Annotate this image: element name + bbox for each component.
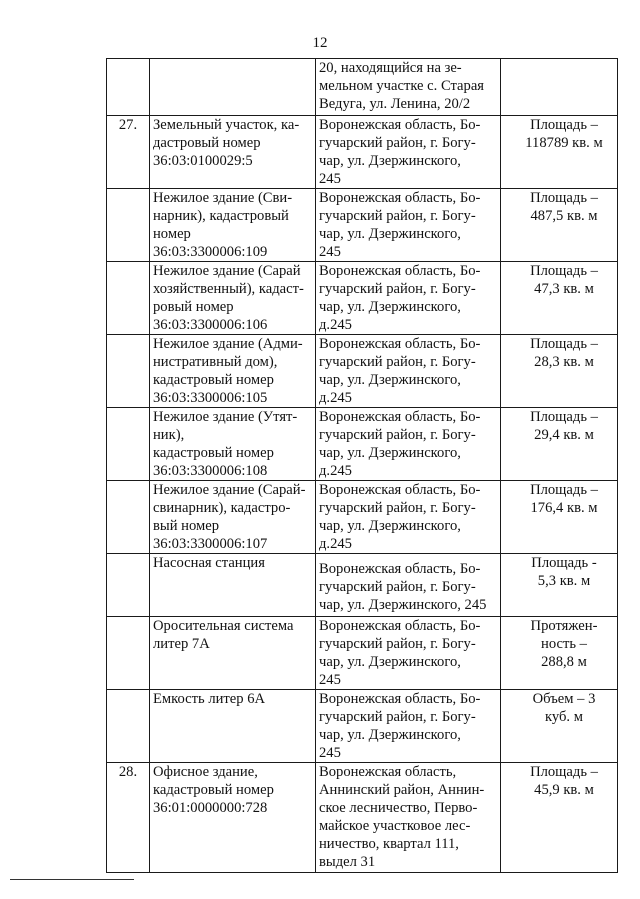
row-number	[107, 59, 150, 116]
property-area: Площадь – 45,9 кв. м	[501, 763, 618, 873]
property-name: Нежилое здание (Сарай- свинарник), кадастро- вый номер 36:03:3300006:107	[150, 481, 316, 554]
property-address: Воронежская область, Бо- гучарский район, г. Богу- чар, ул. Дзержинского, 245	[316, 554, 501, 617]
property-area: Площадь – 176,4 кв. м	[501, 481, 618, 554]
property-area: Площадь - 5,3 кв. м	[501, 554, 618, 617]
property-area: Площадь – 47,3 кв. м	[501, 262, 618, 335]
property-name: Нежилое здание (Адми- нистративный дом), кадастровый номер 36:03:3300006:105	[150, 335, 316, 408]
table-row	[107, 690, 618, 763]
row-number	[107, 335, 150, 408]
property-address: Воронежская область, Бо- гучарский район, г. Богу- чар, ул. Дзержинского, д.245	[316, 481, 501, 554]
property-address: 20, находящийся на зе- мельном участке с. Старая Ведуга, ул. Ленина, 20/2	[316, 59, 501, 116]
property-area: Протяжен- ность – 288,8 м	[501, 617, 618, 690]
property-name: Офисное здание, кадастровый номер 36:01:0000000:728	[150, 763, 316, 873]
property-address: Воронежская область, Бо- гучарский район, г. Богу- чар, ул. Дзержинского, д.245	[316, 335, 501, 408]
row-number: 27.	[107, 116, 150, 189]
page-number: 12	[312, 35, 328, 51]
table-row	[107, 408, 618, 481]
table-row	[107, 763, 618, 873]
property-address: Воронежская область, Бо- гучарский район, г. Богу- чар, ул. Дзержинского, д.245	[316, 408, 501, 481]
property-area: Объем – 3 куб. м	[501, 690, 618, 763]
property-area: Площадь – 487,5 кв. м	[501, 189, 618, 262]
property-name: Нежилое здание (Утят- ник), кадастровый номер 36:03:3300006:108	[150, 408, 316, 481]
row-number: 28.	[107, 763, 150, 873]
property-area	[501, 59, 618, 116]
row-number	[107, 690, 150, 763]
property-area: Площадь – 28,3 кв. м	[501, 335, 618, 408]
property-address: Воронежская область, Бо- гучарский район, г. Богу- чар, ул. Дзержинского, 245	[316, 189, 501, 262]
property-name: Нежилое здание (Сарай хозяйственный), кадаст- ровый номер 36:03:3300006:106	[150, 262, 316, 335]
property-address: Воронежская область, Аннинский район, Аннин- ское лесничество, Перво- майское участковое лес- ничество, квартал 111, выдел 31	[316, 763, 501, 873]
property-name: Оросительная система литер 7А	[150, 617, 316, 690]
row-number	[107, 262, 150, 335]
property-area: Площадь – 29,4 кв. м	[501, 408, 618, 481]
property-address: Воронежская область, Бо- гучарский район, г. Богу- чар, ул. Дзержинского, 245	[316, 617, 501, 690]
row-number	[107, 189, 150, 262]
footnote-separator	[10, 879, 134, 880]
table-row	[107, 617, 618, 690]
property-address: Воронежская область, Бо- гучарский район, г. Богу- чар, ул. Дзержинского, 245	[316, 116, 501, 189]
row-number	[107, 408, 150, 481]
property-name: Емкость литер 6А	[150, 690, 316, 763]
row-number	[107, 617, 150, 690]
property-address: Воронежская область, Бо- гучарский район, г. Богу- чар, ул. Дзержинского, д.245	[316, 262, 501, 335]
property-name	[150, 59, 316, 116]
property-address: Воронежская область, Бо- гучарский район, г. Богу- чар, ул. Дзержинского, 245	[316, 690, 501, 763]
row-number	[107, 481, 150, 554]
property-name: Нежилое здание (Сви- нарник), кадастровый номер 36:03:3300006:109	[150, 189, 316, 262]
table-row	[107, 116, 618, 189]
table-row	[107, 554, 618, 617]
table-row	[107, 262, 618, 335]
table-row	[107, 481, 618, 554]
property-table	[106, 58, 618, 873]
property-name: Насосная станция	[150, 554, 316, 617]
row-number	[107, 554, 150, 617]
property-name: Земельный участок, ка- дастровый номер 36:03:0100029:5	[150, 116, 316, 189]
table-row	[107, 189, 618, 262]
table-row	[107, 335, 618, 408]
property-area: Площадь – 118789 кв. м	[501, 116, 618, 189]
table-row	[107, 59, 618, 116]
